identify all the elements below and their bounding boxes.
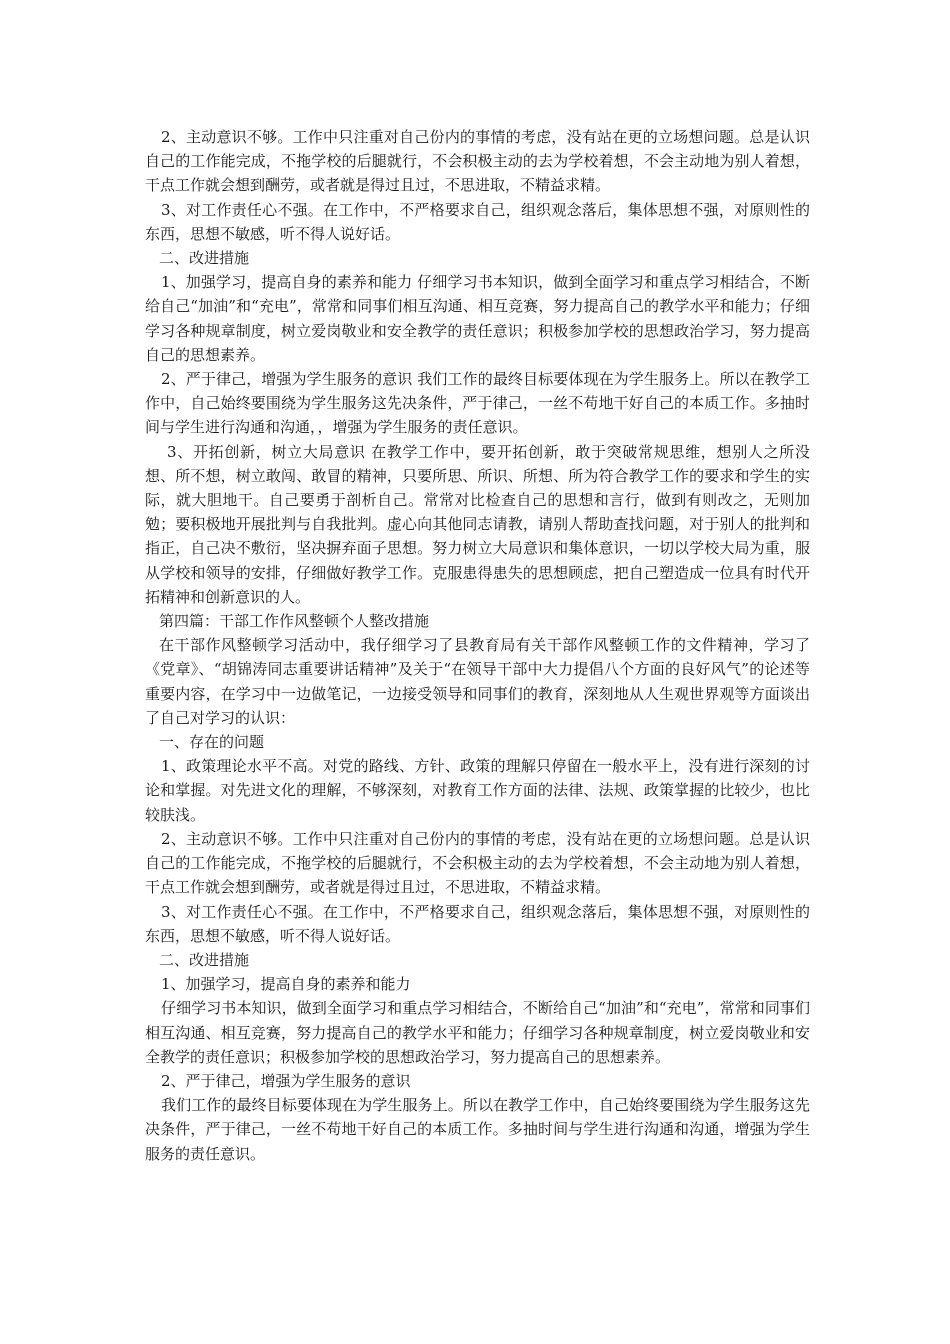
section-heading: 一、存在的问题	[159, 733, 265, 752]
paragraph: 1、加强学习，提高自身的素养和能力 仔细学习书本知识，做到全面学习和重点学习相结合，不断给自己“加油”和“充电”，常常和同事们相互沟通、相互竞赛，努力提高自己的教学水平和能力；仔细学习各种规章制度，树立爱岗敬业和安全教学的责任意识；积极参加学校的思想政治学习，努力提高自己的思想素养。	[145, 273, 810, 364]
paragraph: 3、对工作责任心不强。在工作中，不严格要求自己，组织观念落后，集体思想不强，对原则性的东西，思想不敏感，听不得人说好话。	[145, 902, 810, 945]
paragraph: 3、开拓创新，树立大局意识 在教学工作中，要开拓创新，敢于突破常规思维，想别人之所没想、所不想，树立敢闯、敢冒的精神，只要所思、所识、所想、所为符合教学工作的要求和学生的实际，就大胆地干。自己要勇于剖析自己。常常对比检查自己的思想和言行，做到有则改之，无则加勉；要积极地开展批判与自我批判。虚心向其他同志请教，请别人帮助查找问题，对于别人的批判和指正，自己决不敷衍，坚决摒弃面子思想。努力树立大局意识和集体意识，一切以学校大局为重，服从学校和领导的安排，仔细做好教学工作。克服患得患失的思想顾虑，把自己塑造成一位具有时代开拓精神和创新意识的人。	[145, 442, 810, 606]
chapter-title: 第四篇：干部工作作风整顿个人整改措施	[159, 612, 430, 631]
paragraph: 2、主动意识不够。工作中只注重对自己份内的事情的考虑，没有站在更的立场想问题。总是认识自己的工作能完成，不拖学校的后腿就行，不会积极主动的去为学校着想，不会主动地为别人着想，干点工作就会想到酬劳，或者就是得过且过，不思进取，不精益求精。	[145, 128, 810, 195]
paragraph: 3、对工作责任心不强。在工作中，不严格要求自己，组织观念落后，集体思想不强，对原则性的东西，思想不敏感，听不得人说好话。	[145, 200, 810, 243]
paragraph: 仔细学习书本知识，做到全面学习和重点学习相结合，不断给自己“加油”和“充电”，常常和同事们相互沟通、相互竞赛，努力提高自己的教学水平和能力；仔细学习各种规章制度，树立爱岗敬业和安全教学的责任意识；积极参加学校的思想政治学习，努力提高自己的思想素养。	[145, 999, 810, 1066]
section-heading: 二、改进措施	[159, 249, 250, 268]
section-heading: 二、改进措施	[159, 950, 250, 969]
subsection-heading: 1、加强学习，提高自身的素养和能力	[161, 975, 411, 994]
paragraph: 2、严于律己，增强为学生服务的意识 我们工作的最终目标要体现在为学生服务上。所以在教学工作中，自己始终要围绕为学生服务这先决条件，严于律己，一丝不苟地干好自己的本质工作。多抽时间与学生进行沟通和沟通，，增强为学生服务的责任意识。	[145, 370, 810, 437]
subsection-heading: 2、严于律己，增强为学生服务的意识	[161, 1071, 411, 1090]
document-body	[145, 125, 810, 1166]
paragraph: 在干部作风整顿学习活动中，我仔细学习了县教育局有关干部作风整顿工作的文件精神，学习了《党章》、“胡锦涛同志重要讲话精神”及关于“在领导干部中大力提倡八个方面的良好风气”的论述等重要内容，在学习中一边做笔记，一边接受领导和同事们的教育，深刻地从人生观世界观等方面谈出了自己对学习的认识：	[145, 636, 810, 727]
paragraph: 2、主动意识不够。工作中只注重对自己份内的事情的考虑，没有站在更的立场想问题。总是认识自己的工作能完成，不拖学校的后腿就行，不会积极主动的去为学校着想，不会主动地为别人着想，干点工作就会想到酬劳，或者就是得过且过，不思进取，不精益求精。	[145, 829, 810, 897]
paragraph: 1、政策理论水平不高。对党的路线、方针、政策的理解只停留在一般水平上，没有进行深刻的讨论和掌握。对先进文化的理解，不够深刻，对教育工作方面的法律、法规、政策掌握的比较少，也比较肤浅。	[145, 757, 810, 824]
paragraph: 我们工作的最终目标要体现在为学生服务上。所以在教学工作中，自己始终要围绕为学生服务这先决条件，严于律己，一丝不苟地干好自己的本质工作。多抽时间与学生进行沟通和沟通，增强为学生服务的责任意识。	[145, 1096, 810, 1163]
